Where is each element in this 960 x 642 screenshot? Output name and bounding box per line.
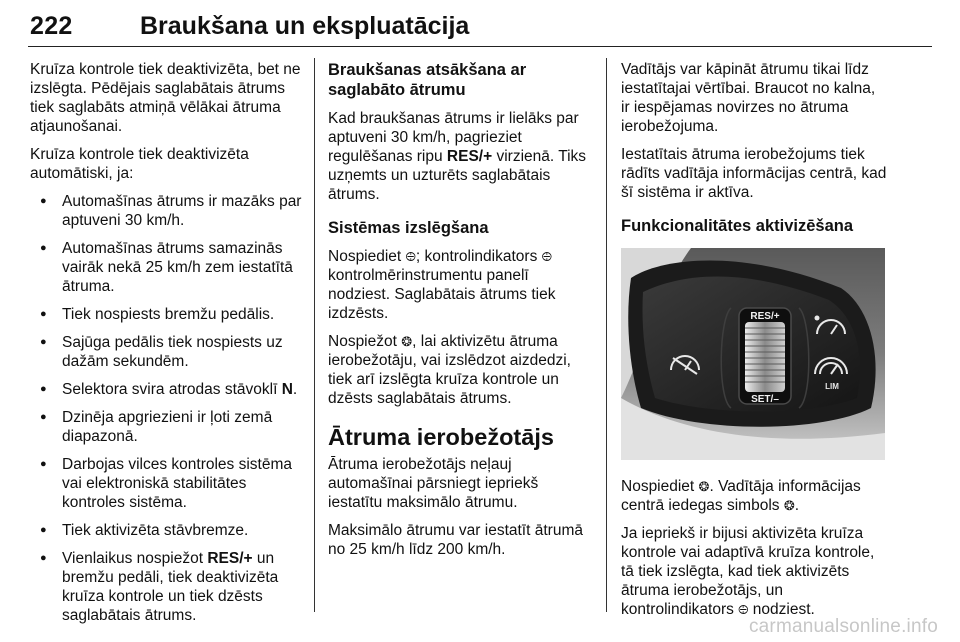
section-heading-functionality: Funkcionalitātes aktivizēšana [621,217,854,235]
list-item: ● Dzinēja apgriezieni ir ļoti zemā diapazonā. [30,408,302,446]
speed-limiter-icon: ❂ [783,498,795,513]
list-item: ● Sajūga pedālis tiek nospiests uz dažām sekundēm. [30,333,302,371]
column-3 [621,60,887,628]
list-item: ● Selektora svira atrodas stāvoklī N. [30,380,302,399]
set-minus-label: SET/– [751,394,779,405]
steering-wheel-controls-illustration [621,248,885,460]
paragraph: Vadītājs var kāpināt ātrumu tikai līdz iestatītajai vērtībai. Braucot no kalna, ir iespējamas novirzes no ātruma ierobežojuma. [621,61,876,135]
cruise-control-icon: ⨸ [738,602,749,617]
list-item: ● Tiek nospiests bremžu pedālis. [30,305,302,324]
paragraph: Kad braukšanas ātrums ir lielāks par aptuveni 30 km/h, pagrieziet regulēšanas ripu RES/+ virzienā. Tiks uzņemts un uzturēts saglabātais ātrums. [328,110,587,203]
column-2 [328,60,594,568]
paragraph: Maksimālo ātrumu var iestatīt ātrumā no 25 km/h līdz 200 km/h. [328,522,583,558]
res-plus-label: RES/+ [750,311,780,322]
list-item: ● Darbojas vilces kontroles sistēma vai elektroniskā stabilitātes kontroles sistēma. [30,455,302,512]
header-rule [28,46,932,47]
paragraph: Kruīza kontrole tiek deaktivizēta automātiski, ja: [30,146,249,182]
paragraph: Nospiežot ❂, lai aktivizētu ātruma ierobežotāju, vai izslēdzot aizdedzi, tiek arī izslēgta kruīza kontrole un dzēsts saglabātais ātrums. [328,333,571,407]
paragraph: Ātruma ierobežotājs neļauj automašīnai pārsniegt iepriekš iestatītu maksimālo ātrumu. [328,456,539,511]
paragraph: Nospiediet ⨸; kontrolindikators ⨸ kontrolmērinstrumentu panelī nodziest. Saglabātais ātrums tiek izdzēsts. [328,248,556,322]
lim-label: LIM [825,382,839,391]
list-item: ● Automašīnas ātrums samazinās vairāk nekā 25 km/h zem iestatītā ātruma. [30,239,302,296]
column-divider-2 [606,58,607,612]
section-heading-limiter: Ātruma ierobežotājs [328,424,554,450]
column-divider-1 [314,58,315,612]
paragraph: Ja iepriekš ir bijusi aktivizēta kruīza kontrole vai adaptīvā kruīza kontrole, tā tiek izslēgta, kad tiek aktivizēts ātruma ierobežotājs, un kontrolindikators ⨸ nodziest. [621,525,875,618]
section-heading-resume: Braukšanas atsākšana ar saglabāto ātrumu [328,61,527,99]
section-heading-off: Sistēmas izslēgšana [328,219,489,237]
paragraph: Kruīza kontrole tiek deaktivizēta, bet ne izslēgta. Pēdējais saglabātais ātrums tiek saglabāts atmiņā vēlākai ātruma atjaunošanai. [30,61,301,135]
deactivation-list [30,192,302,625]
page-title: Braukšana un ekspluatācija [140,12,470,40]
paragraph: Nospiediet ❂. Vadītāja informācijas centrā iedegas simbols ❂. [621,478,861,514]
cruise-control-icon: ⨸ [541,249,552,264]
speed-limiter-icon: ❂ [698,479,710,494]
cruise-control-icon: ⨸ [405,249,416,264]
page-number: 222 [30,12,73,40]
list-item: ● Tiek aktivizēta stāvbremze. [30,521,302,540]
list-item: ● Vienlaikus nospiežot RES/+ un bremžu pedāli, tiek deaktivizēta kruīza kontrole un tiek dzēsts saglabātais ātrums. [30,549,302,625]
list-item: ● Automašīnas ātrums ir mazāks par aptuveni 30 km/h. [30,192,302,230]
watermark: carmanualsonline.info [748,616,938,637]
page-header [28,6,932,50]
paragraph: Iestatītais ātruma ierobežojums tiek rādīts vadītāja informācijas centrā, kad šī sistēma ir aktīva. [621,146,887,201]
column-1 [30,60,302,634]
speed-limiter-icon: ❂ [401,334,413,349]
steering-wheel-controls-drawing [621,248,885,460]
